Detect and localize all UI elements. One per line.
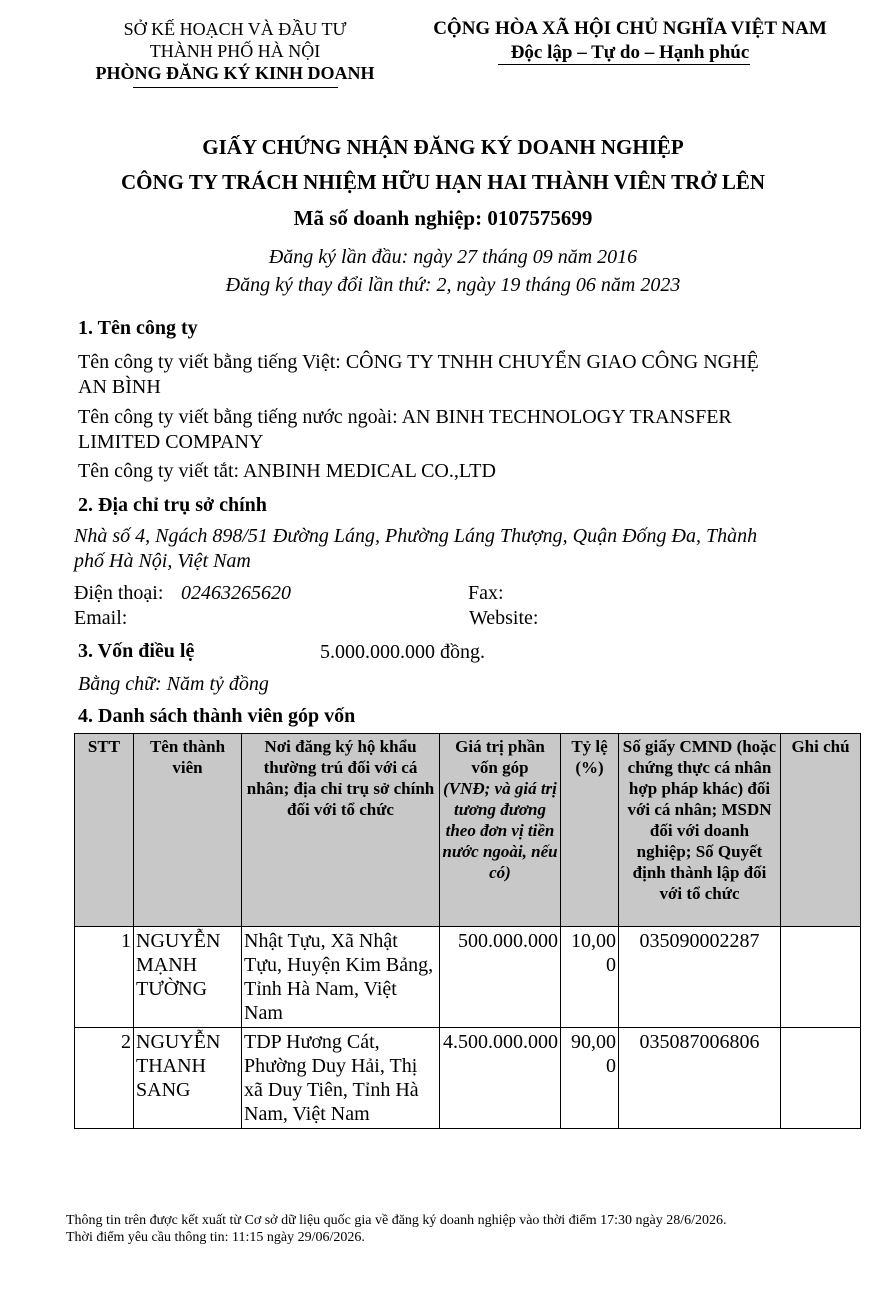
export-info: Thông tin trên được kết xuất từ Cơ sở dữ liệu quốc gia về đăng ký doanh nghiệp vào thời điểm 17:30 ngày 28/6/2026. (66, 1213, 727, 1228)
col-member-name: Tên thành viên (134, 734, 242, 927)
address-line-2: phố Hà Nội, Việt Nam (74, 550, 251, 572)
section-4-heading: 4. Danh sách thành viên góp vốn (78, 705, 356, 727)
company-type: CÔNG TY TRÁCH NHIỆM HỮU HẠN HAI THÀNH VIÊN TRỞ LÊN (120, 170, 766, 194)
website-label: Website: (469, 607, 539, 629)
request-time: Thời điểm yêu cầu thông tin: 11:15 ngày 29/06/2026. (66, 1230, 365, 1245)
country-name: CỘNG HÒA XÃ HỘI CHỦ NGHĨA VIỆT NAM (433, 18, 827, 39)
capital-in-words: Bằng chữ: Năm tỷ đồng (78, 673, 269, 695)
section-3-heading: 3. Vốn điều lệ (78, 640, 195, 662)
col-ratio: Tỷ lệ (%) (561, 734, 619, 927)
address-line-1: Nhà số 4, Ngách 898/51 Đường Láng, Phường Láng Thượng, Quận Đống Đa, Thành (74, 525, 758, 547)
foreign-name-line-2: LIMITED COMPANY (78, 431, 264, 453)
row-id-number: 035090002287 (619, 927, 781, 1028)
row-stt: 1 (75, 927, 134, 1028)
enterprise-code: Mã số doanh nghiệp: 0107575699 (293, 206, 593, 230)
foreign-name-line-1: Tên công ty viết bằng tiếng nước ngoài: AN BINH TECHNOLOGY TRANSFER (78, 406, 732, 428)
phone-label: Điện thoại: (74, 582, 164, 604)
col-stt: STT (75, 734, 134, 927)
row-ratio: 10,000 (561, 927, 619, 1028)
row-ratio: 90,000 (561, 1028, 619, 1129)
row-contribution-value: 500.000.000 (440, 927, 561, 1028)
row-address: Nhật Tựu, Xã Nhật Tựu, Huyện Kim Bảng, Tỉnh Hà Nam, Việt Nam (242, 927, 440, 1028)
table-row (75, 927, 861, 1028)
motto-underline (498, 64, 750, 65)
national-motto (415, 17, 845, 65)
charter-capital-amount: 5.000.000.000 đồng. (320, 641, 485, 663)
table-row (75, 1028, 861, 1129)
row-member-name: NGUYỄN MẠNH TƯỜNG (134, 927, 242, 1028)
col-contribution-value (440, 734, 561, 927)
members-table (74, 733, 861, 1129)
vn-name-line-2: AN BÌNH (78, 376, 161, 398)
first-registration: Đăng ký lần đầu: ngày 27 tháng 09 năm 2016 (268, 246, 638, 268)
fax-label: Fax: (468, 582, 504, 604)
section-1-heading: 1. Tên công ty (78, 317, 198, 339)
authority-line-2: THÀNH PHỐ HÀ NỘI (149, 41, 321, 61)
col-contribution-value-sub: (VNĐ; và giá trị tương đương theo đơn vị tiền nước ngoài, nếu có) (442, 779, 558, 882)
phone-value: 02463265620 (181, 582, 291, 604)
email-label: Email: (74, 607, 128, 629)
section-2-heading: 2. Địa chỉ trụ sở chính (78, 494, 267, 516)
authority-line-3: PHÒNG ĐĂNG KÝ KINH DOANH (95, 63, 375, 83)
col-address: Nơi đăng ký hộ khẩu thường trú đối với cá nhân; địa chỉ trụ sở chính đối với tổ chức (242, 734, 440, 927)
change-registration: Đăng ký thay đổi lần thứ: 2, ngày 19 tháng 06 năm 2023 (225, 274, 681, 296)
issuing-authority (60, 18, 410, 84)
document-title: GIẤY CHỨNG NHẬN ĐĂNG KÝ DOANH NGHIỆP (202, 135, 684, 159)
row-note (781, 927, 861, 1028)
row-id-number: 035087006806 (619, 1028, 781, 1129)
table-header-row (75, 734, 861, 927)
col-note: Ghi chú (781, 734, 861, 927)
row-address: TDP Hương Cát, Phường Duy Hải, Thị xã Duy Tiên, Tỉnh Hà Nam, Việt Nam (242, 1028, 440, 1129)
authority-line-1: SỞ KẾ HOẠCH VÀ ĐẦU TƯ (123, 19, 347, 39)
row-stt: 2 (75, 1028, 134, 1129)
authority-underline (133, 87, 338, 88)
col-contribution-value-main: Giá trị phần vốn góp (455, 737, 545, 777)
row-note (781, 1028, 861, 1129)
motto-text: Độc lập – Tự do – Hạnh phúc (510, 42, 750, 63)
vn-name-line-1: Tên công ty viết bằng tiếng Việt: CÔNG TY TNHH CHUYỂN GIAO CÔNG NGHỆ (78, 351, 759, 373)
short-name: Tên công ty viết tắt: ANBINH MEDICAL CO.,LTD (78, 460, 496, 482)
row-contribution-value: 4.500.000.000 (440, 1028, 561, 1129)
col-id-number: Số giấy CMND (hoặc chứng thực cá nhân hợp pháp khác) đối với cá nhân; MSDN đối với doanh nghiệp; Số Quyết định thành lập đối với tổ chức (619, 734, 781, 927)
row-member-name: NGUYỄN THANH SANG (134, 1028, 242, 1129)
